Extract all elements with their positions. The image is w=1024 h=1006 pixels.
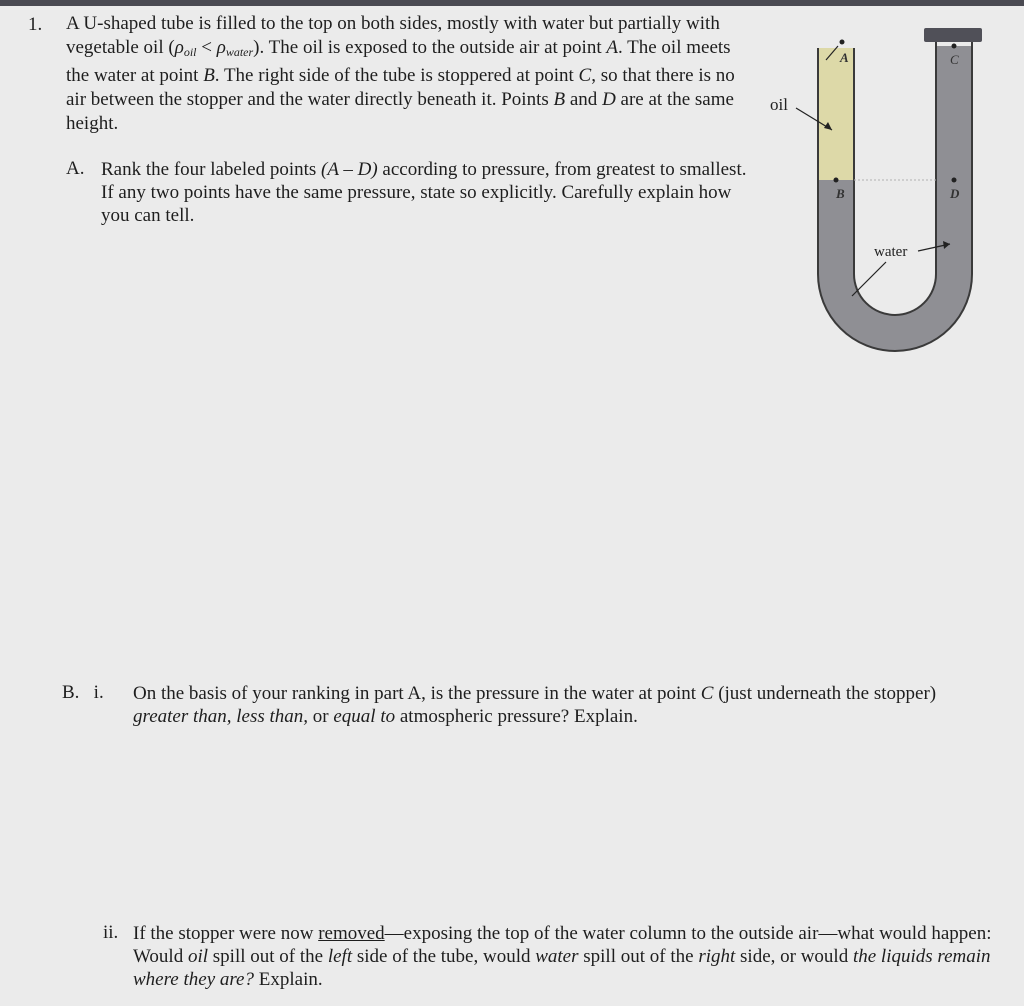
part-a-prompt: Rank the four labeled points (A – D) according to pressure, from greatest to smallest. If any two points have the same pressure, state so explicitly. Carefully explain how you can tell. — [101, 159, 747, 226]
water-label: water — [874, 244, 908, 260]
water-pointer-left — [852, 262, 886, 296]
point-c-dot — [952, 44, 957, 49]
part-b-i-prompt: On the basis of your ranking in part A, is the pressure in the water at point C (just underneath the stopper) greater than, less than, or equal to atmospheric pressure? Explain. — [133, 683, 937, 727]
top-edge-bar — [0, 0, 1024, 6]
stopper — [924, 28, 982, 42]
point-d-label: D — [950, 186, 960, 201]
point-b-label: B — [836, 186, 845, 201]
u-tube-diagram — [760, 20, 1000, 365]
point-c-label: C — [950, 52, 959, 67]
part-a-label: A. — [66, 158, 85, 179]
point-d-dot — [952, 178, 957, 183]
part-b-i-label: B. i. — [62, 682, 104, 703]
point-a-label: A — [840, 50, 849, 65]
point-b-dot — [834, 178, 839, 183]
oil-fill — [818, 48, 854, 180]
question-intro: A U-shaped tube is filled to the top on both sides, mostly with water but partially with vegetable oil $(\rho_{oil} < \rho_{water})$. The oil is exposed to the outside air at point A. The oil meets the water at point B. The right side of the tube is stoppered at point C, so that there is no air between the stopper and the water directly beneath it. Points B and D are at the same height. — [66, 13, 735, 134]
oil-label: oil — [770, 95, 788, 114]
question-number: 1. — [28, 14, 43, 35]
tube-inner-outline — [854, 40, 936, 315]
part-b-ii-label: ii. — [103, 922, 119, 943]
part-b-ii-prompt: If the stopper were now removed—exposing the top of the water column to the outside air—what would happen: Would oil spill out of the left side of the tube, would water spill out of the right side, or would the liquids remain where they are? Explain. — [133, 923, 992, 990]
point-a-dot — [840, 40, 845, 45]
